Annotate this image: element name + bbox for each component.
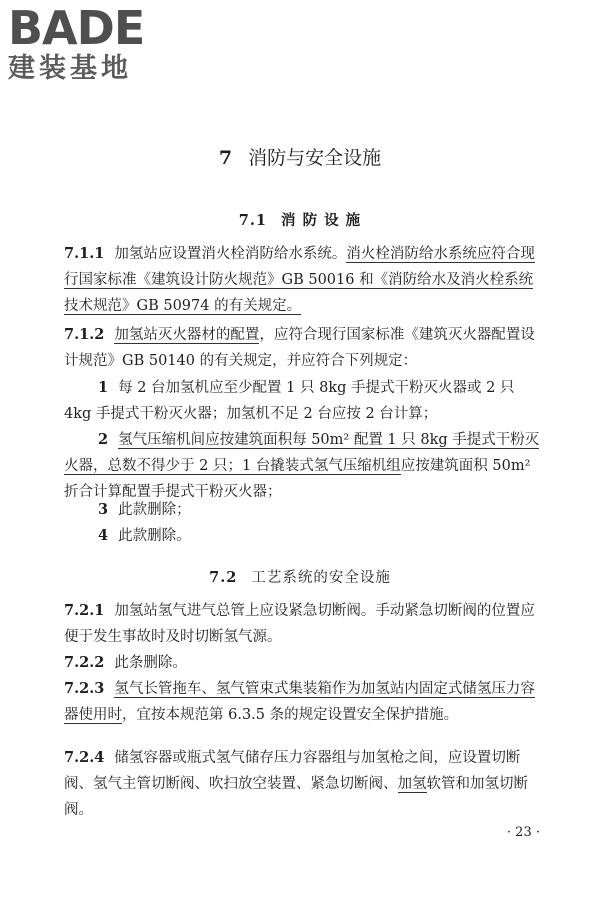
- chapter-heading: [0, 143, 600, 170]
- item-text: 此款删除。: [118, 528, 191, 544]
- item-text: 应按建筑面积 50m² 折合计算配置手提式干粉灭火器；: [64, 458, 531, 500]
- clause-text: 加氢站应设置消火栓消防给水系统。: [114, 246, 347, 262]
- clause-text: 加氢站氢气进气总管上应设紧急切断阀。手动紧急切断阀的位置应便于发生事故时及时切断氢气源。: [64, 603, 535, 645]
- item-number: 1: [98, 379, 109, 396]
- item-number: 2: [98, 431, 109, 448]
- clause-text: 软管和加氢切断阀。: [64, 776, 528, 818]
- bade-logo: [8, 1, 178, 84]
- item-number: 4: [98, 527, 109, 544]
- clause-7-1-2: [64, 322, 544, 374]
- section-heading-7-1: [0, 209, 600, 230]
- clause-id: 7.1.1: [64, 245, 105, 262]
- clause-id: 7.2.2: [64, 654, 105, 671]
- section-title: 消 防 设 施: [281, 212, 362, 229]
- section-heading-7-2: [0, 566, 600, 587]
- chapter-title: 消防与安全设施: [248, 147, 382, 169]
- clause-text-underlined: 加氢站灭火器材的配置: [114, 327, 260, 343]
- page-number: · 23 ·: [506, 825, 540, 840]
- clause-7-2-1: [64, 598, 544, 650]
- list-item-2: [64, 427, 544, 505]
- clause-id: 7.2.3: [64, 680, 105, 697]
- clause-7-2-3: [64, 676, 544, 728]
- clause-text: ，宜按本规范第 6.3.5 条的规定设置安全保护措施。: [122, 707, 459, 723]
- clause-id: 7.1.2: [64, 326, 105, 343]
- clause-text: 储氢容器或瓶式氢气储存压力容器组与加氢枪之间，应设置切断阀、氢气主管切断阀、吹扫放空装置、紧急切断阀、: [64, 750, 521, 792]
- clause-id: 7.2.4: [64, 749, 105, 766]
- clause-id: 7.2.1: [64, 602, 105, 619]
- clause-text-underlined: 氢气长管拖车、氢气管束式集装箱作为加氢站内固定式储氢压力容器使用时: [64, 681, 535, 723]
- logo-chinese-text: 建装基地: [8, 53, 132, 84]
- section-number: 7.2: [209, 569, 238, 586]
- logo-wordmark: BADE: [8, 1, 145, 55]
- clause-text-underlined: 消火栓消防给水系统应符合现行国家标准《建筑设计防火规范》GB 50016 和《消防给水及消火栓系统技术规范》GB 50974 的有关规定。: [64, 246, 535, 314]
- clause-7-1-1: [64, 241, 544, 319]
- list-item-3: [64, 497, 544, 523]
- clause-text: ，应符合现行国家标准《建筑灭火器配置设计规范》GB 50140 的有关规定，并应符合下列规定：: [64, 327, 535, 369]
- item-text-underlined: 氢气压缩机间应按建筑面积每 50m² 配置 1 只 8kg 手提式干粉灭火器，总数不得少于 2 只；1 台撬装式: [64, 432, 540, 474]
- section-title: 工艺系统的安全设施: [251, 570, 391, 586]
- list-item-4: [64, 523, 544, 549]
- item-text-underlined: 氢气压缩机组: [313, 458, 401, 474]
- chapter-number: 7: [218, 147, 233, 169]
- item-text: 每 2 台加氢机应至少配置 1 只 8kg 手提式干粉灭火器或 2 只 4kg 手提式干粉灭火器；加氢机不足 2 台应按 2 台计算；: [64, 380, 515, 422]
- item-number: 3: [98, 501, 109, 518]
- list-item-1: [64, 375, 544, 427]
- clause-7-2-2: [64, 650, 544, 676]
- section-number: 7.1: [238, 212, 268, 229]
- clause-text-underlined: 加氢: [397, 776, 427, 792]
- item-text: 此款删除；: [118, 502, 191, 518]
- clause-7-2-4: [64, 745, 544, 823]
- clause-text: 此条删除。: [114, 655, 187, 671]
